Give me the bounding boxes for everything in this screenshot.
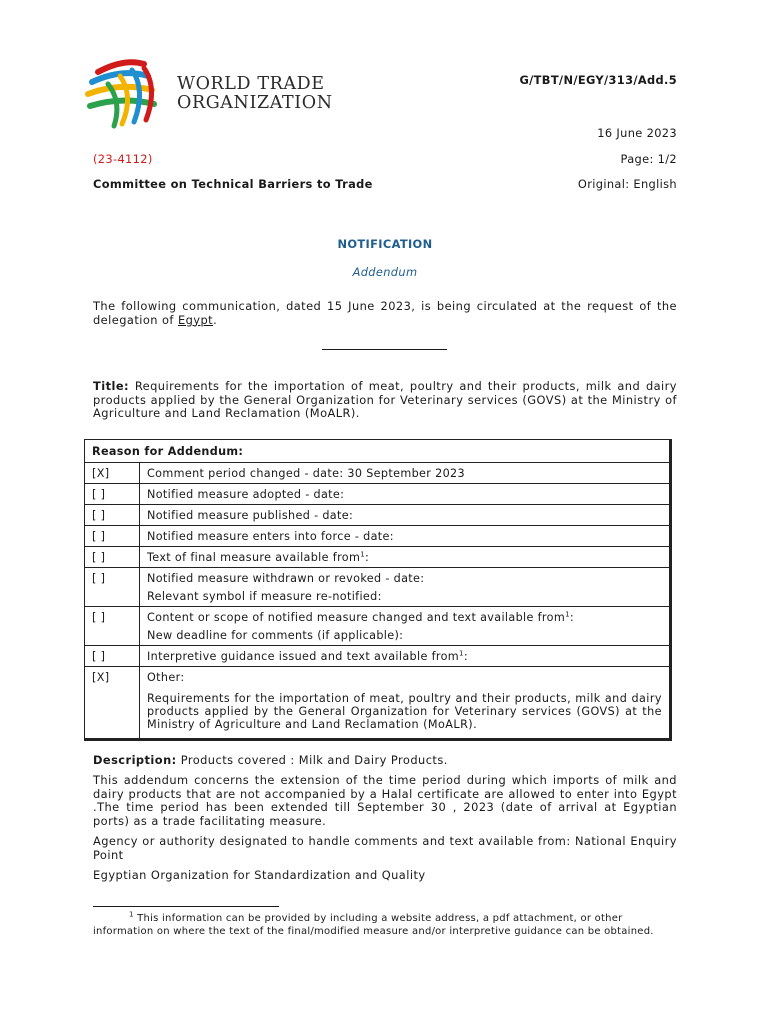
reason-cell	[140, 667, 671, 740]
committee-name: Committee on Technical Barriers to Trade	[93, 177, 373, 191]
checkbox-mark: [X]	[85, 667, 140, 740]
document-symbol: G/TBT/N/EGY/313/Add.5	[519, 73, 677, 87]
reason-text-line2: New deadline for comments (if applicable):	[147, 629, 404, 642]
org-name-line1: WORLD TRADE	[177, 74, 325, 94]
reason-text: Text of final measure available from	[147, 551, 361, 564]
reason-cell	[140, 607, 671, 646]
reason-cell	[140, 646, 671, 667]
reason-colon: :	[569, 611, 575, 624]
reason-cell	[140, 547, 671, 568]
wto-logo-icon	[84, 58, 166, 130]
table-row	[85, 667, 671, 740]
page-number: Page: 1/2	[620, 152, 677, 166]
reason-text: Notified measure withdrawn or revoked - date:	[147, 572, 425, 585]
org-name-line2: ORGANIZATION	[177, 93, 333, 113]
notification-heading: NOTIFICATION	[337, 237, 433, 251]
table-row	[85, 526, 671, 547]
addendum-subheading	[0, 265, 770, 279]
checkbox-mark: [ ]	[85, 484, 140, 505]
separator-rule	[322, 349, 447, 350]
description-paragraph-1: This addendum concerns the extension of the time period during which imports of milk and dairy products that are not accompanied by a Halal certificate are allowed to enter into Egypt .The time period has been extended till September 30 , 2023 (date of arrival at Egyptian ports) as a trade facilitating measure.	[93, 773, 677, 828]
intro-country: Egypt	[177, 312, 214, 327]
footnote-ref: 1	[565, 610, 570, 619]
reason-text: Interpretive guidance issued and text available from	[147, 650, 460, 663]
description-line	[93, 754, 677, 768]
reason-line1	[147, 611, 662, 624]
checkbox-mark: [ ]	[85, 526, 140, 547]
reason-text: Content or scope of notified measure changed and text available from	[147, 611, 566, 624]
reason-colon: :	[365, 551, 370, 564]
intro-paragraph	[93, 300, 677, 327]
description-label: Description:	[93, 753, 177, 767]
table-row	[85, 484, 671, 505]
wto-logo	[84, 58, 166, 130]
document-number: (23-4112)	[93, 152, 153, 166]
reason-colon: :	[463, 650, 468, 663]
reason-text-line2: Relevant symbol if measure re-notified:	[147, 590, 382, 603]
checkbox-mark: [ ]	[85, 505, 140, 526]
footnote-rule	[93, 906, 279, 907]
document-date: 16 June 2023	[597, 126, 677, 140]
reason-text: Comment period changed - date: 30 September 2023	[140, 463, 671, 484]
footnote-mark: 1	[129, 910, 134, 919]
checkbox-mark: [ ]	[85, 646, 140, 667]
footnote-ref: 1	[360, 550, 366, 559]
checkbox-mark: [ ]	[85, 568, 140, 607]
checkbox-mark: [ ]	[85, 607, 140, 646]
description-paragraph-3: Egyptian Organization for Standardization and Quality	[93, 868, 426, 882]
reason-other-paragraph: Requirements for the importation of meat, poultry and their products, milk and dairy products applied by the General Organization for Veterinary services (GOVS) at the Ministry of Agriculture and Land Reclamation (MoALR).	[147, 692, 662, 731]
footnote-ref: 1	[459, 649, 464, 658]
reason-table	[84, 439, 672, 741]
checkbox-mark: [ ]	[85, 547, 140, 568]
title-text: Requirements for the importation of meat, poultry and their products, milk and dairy products applied by the General Organization for Veterinary services (GOVS) at the Ministry of Agriculture and Land Reclamation (MoALR).	[93, 379, 677, 420]
title-paragraph	[93, 380, 677, 421]
description-text: Products covered : Milk and Dairy Products.	[176, 753, 448, 767]
table-row	[85, 547, 671, 568]
intro-end: .	[213, 312, 218, 327]
footnote-text: This information can be provided by including a website address, a pdf attachment, or other information on where the text of the final/modified measure and/or interpretive guidance can be obtained.	[93, 913, 654, 937]
table-row	[85, 505, 671, 526]
reason-text: Other:	[147, 671, 185, 684]
original-language: Original: English	[577, 177, 677, 191]
reason-text: Notified measure published - date:	[140, 505, 671, 526]
table-row	[85, 646, 671, 667]
intro-text: The following communication, dated 15 June 2023, is being circulated at the request of the delegation of	[93, 299, 677, 327]
reason-header: Reason for Addendum:	[85, 440, 671, 463]
table-row	[85, 568, 671, 607]
footnote	[93, 912, 677, 938]
title-label: Title:	[93, 379, 130, 393]
description-paragraph-2: Agency or authority designated to handle comments and text available from: National Enquiry Point	[93, 834, 677, 862]
reason-cell	[140, 568, 671, 607]
reason-text: Notified measure enters into force - date:	[140, 526, 671, 547]
reason-text: Notified measure adopted - date:	[140, 484, 671, 505]
table-row	[85, 607, 671, 646]
addendum-subheading-text: Addendum	[352, 265, 418, 279]
table-row	[85, 463, 671, 484]
checkbox-mark: [X]	[85, 463, 140, 484]
